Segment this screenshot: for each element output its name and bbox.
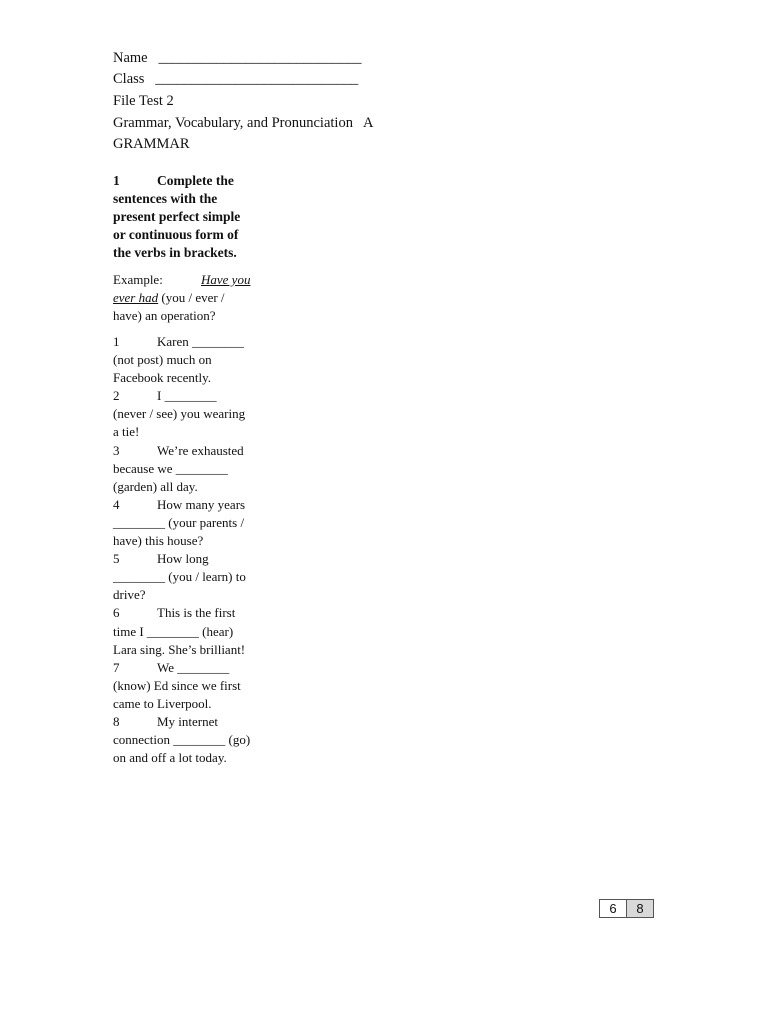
item-text: I ________ (never / see) you wearing a tie! xyxy=(113,388,246,440)
exercise-item xyxy=(113,659,253,713)
page-indicator xyxy=(599,899,654,918)
item-text: How long ________ (you / learn) to drive? xyxy=(113,551,246,603)
item-number: 2 xyxy=(113,388,120,404)
file-test-title: File Test 2 xyxy=(113,93,174,109)
exercise-item xyxy=(113,333,253,387)
item-text: This is the first time I ________ (hear) Lara sing. She’s brilliant! xyxy=(113,605,246,657)
exercise-item xyxy=(113,604,253,658)
item-number: 6 xyxy=(113,605,120,621)
section-heading: GRAMMAR xyxy=(113,136,190,152)
instruction-text: Complete the sentences with the present perfect simple or continuous form of the verbs in brackets. xyxy=(113,173,241,260)
item-text: We’re exhausted because we ________ (garden) all day. xyxy=(113,442,244,494)
exercise-item xyxy=(113,387,253,441)
class-line: Class ____________________________ xyxy=(113,71,359,87)
example-label: Example: xyxy=(113,272,163,287)
item-text: We ________ (know) Ed since we first came to Liverpool. xyxy=(113,659,241,711)
page-number-left: 6 xyxy=(599,899,627,918)
name-line: Name ____________________________ xyxy=(113,50,362,66)
example xyxy=(113,271,253,325)
example-text: (you / ever / have) an operation? xyxy=(113,290,225,323)
test-subtitle: Grammar, Vocabulary, and Pronunciation A xyxy=(113,115,374,131)
item-number: 1 xyxy=(113,334,120,349)
item-number: 5 xyxy=(113,551,120,567)
exercise-item xyxy=(113,496,253,550)
item-number: 8 xyxy=(113,713,120,729)
exercise-number: 1 xyxy=(113,173,120,188)
item-number: 4 xyxy=(113,496,120,512)
example-answer: Have you ever had xyxy=(113,272,251,305)
exercise-instruction xyxy=(113,172,253,262)
exercise-item xyxy=(113,442,253,496)
item-number: 7 xyxy=(113,659,120,675)
page-number-right: 8 xyxy=(627,899,654,918)
exercise-item xyxy=(113,713,253,767)
exercise-items xyxy=(113,333,253,767)
item-text: Karen ________ (not post) much on Facebook recently. xyxy=(113,334,245,386)
item-number: 3 xyxy=(113,442,120,458)
exercise-column xyxy=(113,172,253,767)
exercise-item xyxy=(113,550,253,604)
item-text: How many years ________ (your parents / have) this house? xyxy=(113,496,246,549)
item-text: My internet connection ________ (go) on and off a lot today. xyxy=(113,713,251,766)
